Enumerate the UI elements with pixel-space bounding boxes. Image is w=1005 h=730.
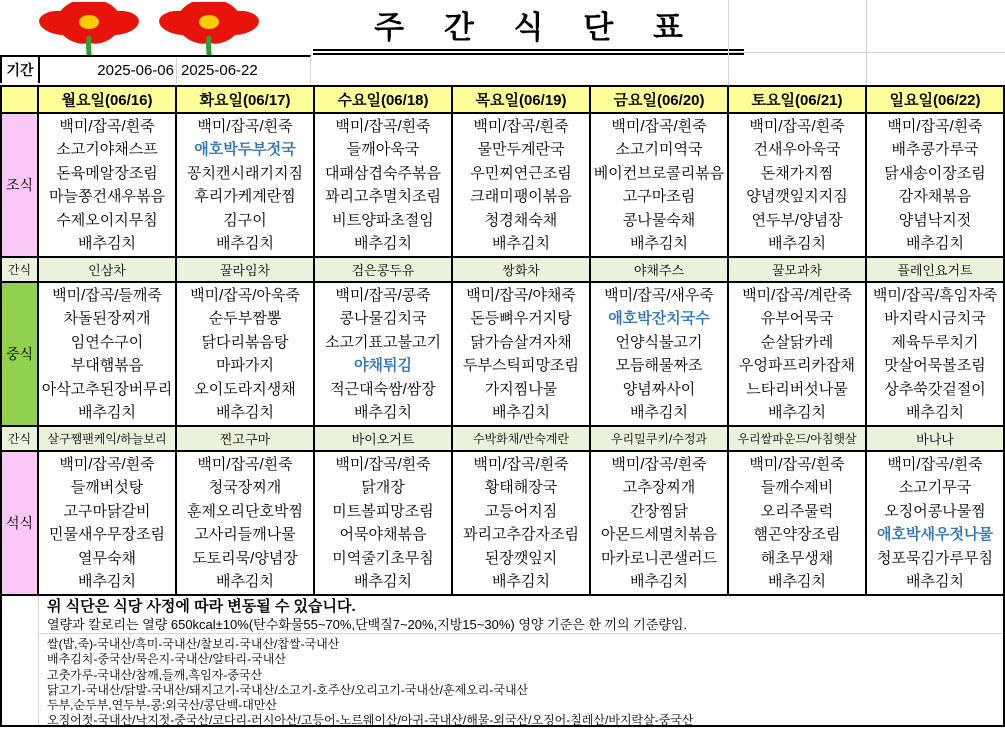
menu-item: 닭다리볶음탕 <box>201 333 289 351</box>
snack-cell: 야채주스 <box>590 257 728 282</box>
menu-item: 비트양파초절임 <box>332 211 434 229</box>
flower-decoration <box>33 2 265 55</box>
menu-item: 백미/잡곡/흰죽 <box>749 117 845 135</box>
snack-cell: 플레인요거트 <box>866 257 1004 282</box>
menu-item: 백미/잡곡/야채죽 <box>466 286 576 304</box>
menu-item: 아삭고추된장버무리 <box>41 380 173 398</box>
menu-item: 마늘쫑건새우볶음 <box>49 188 165 205</box>
meal-row-label-breakfast: 조식 <box>1 113 38 257</box>
menu-cell <box>38 282 176 426</box>
menu-item: 연두부/양념장 <box>751 211 843 229</box>
menu-item: 배추김치 <box>216 235 274 252</box>
menu-item: 백미/잡곡/흰죽 <box>335 117 431 135</box>
day-header-sun: 일요일(06/22) <box>866 86 1004 113</box>
menu-item: 배추김치 <box>906 404 964 421</box>
day-header-wed: 수요일(06/18) <box>314 86 452 113</box>
snack-cell: 꿀모과차 <box>728 257 866 282</box>
menu-cell <box>452 451 590 595</box>
menu-item: 수제오이지무침 <box>56 211 158 229</box>
origin-line: 배추김치-중국산/묵은지-국내산/알타리-국내산 <box>47 652 286 667</box>
menu-item: 마카로니콘샐러드 <box>601 549 717 567</box>
breakfast-row <box>1 113 1004 257</box>
gridline <box>38 596 39 725</box>
menu-item: 배추김치 <box>354 235 412 252</box>
menu-item: 모듬해물짜조 <box>615 357 703 374</box>
menu-item: 훈제오리단호박찜 <box>187 502 303 520</box>
menu-item: 들깨버섯탕 <box>70 479 144 496</box>
menu-item: 소고기표고불고기 <box>325 333 441 351</box>
meal-row-label-dinner: 석식 <box>1 451 38 595</box>
menu-item: 상추쑥갓겉절이 <box>884 380 986 398</box>
menu-item: 배추김치 <box>492 235 550 252</box>
menu-item: 백미/잡곡/흰죽 <box>749 455 845 473</box>
menu-cell <box>866 113 1004 257</box>
menu-item: 백미/잡곡/흑임자죽 <box>872 286 998 304</box>
menu-item: 배추김치 <box>630 235 688 252</box>
menu-item: 백미/잡곡/계란죽 <box>742 286 852 304</box>
menu-item: 고추장찌개 <box>622 479 696 496</box>
snack-cell: 우리쌀파운드/아침햇살 <box>728 426 866 451</box>
origin-line: 고춧가루-국내산/참깨,들깨,흑임자-중국산 <box>47 667 263 682</box>
menu-item: 돈등뼈우거지탕 <box>470 310 572 327</box>
menu-item: 배추김치 <box>906 573 964 590</box>
dinner-row <box>1 451 1004 595</box>
menu-item: 닭새송이장조림 <box>884 164 986 182</box>
menu-item: 백미/잡곡/흰죽 <box>197 455 293 473</box>
menu-item: 소고기무국 <box>898 479 972 496</box>
menu-item: 백미/잡곡/흰죽 <box>335 455 431 473</box>
menu-item: 배추김치 <box>492 404 550 421</box>
menu-item: 백미/잡곡/흰죽 <box>887 117 983 135</box>
day-header-thu: 목요일(06/19) <box>452 86 590 113</box>
menu-item: 백미/잡곡/흰죽 <box>473 117 569 135</box>
menu-item: 마파가지 <box>216 357 274 374</box>
menu-item: 배추김치 <box>630 573 688 590</box>
menu-item: 가지찜나물 <box>484 380 558 398</box>
menu-item: 후리가케계란찜 <box>194 188 296 205</box>
period-start-date: 2025-06-06 <box>40 57 177 83</box>
menu-item: 들깨아욱국 <box>346 141 420 158</box>
menu-item: 대패삼겹숙주볶음 <box>325 164 441 182</box>
menu-cell <box>452 282 590 426</box>
menu-item: 돈육메알장조림 <box>56 164 158 182</box>
lunch-row <box>1 282 1004 426</box>
menu-item: 배추김치 <box>78 235 136 252</box>
menu-item: 청포묵김가루무침 <box>877 549 993 567</box>
flower-icon <box>153 2 265 55</box>
menu-item: 애호박잔치국수 <box>608 310 710 327</box>
menu-item: 아몬드세멸치볶음 <box>601 526 717 543</box>
menu-cell <box>176 113 314 257</box>
snack-row-1 <box>1 257 1004 282</box>
gridline <box>728 52 1005 53</box>
menu-item: 들깨수제비 <box>760 479 834 496</box>
menu-item: 오이도라지생채 <box>194 380 296 398</box>
menu-item: 꽈리고추감자조림 <box>463 526 579 543</box>
menu-item: 소고기미역국 <box>615 141 703 158</box>
menu-item: 차돌된장찌개 <box>63 310 151 327</box>
menu-item: 우엉파프리카잡채 <box>739 357 855 374</box>
page-title: 주 간 식 단 표 <box>313 0 744 55</box>
period-row <box>0 55 311 83</box>
menu-item: 김구이 <box>223 211 267 229</box>
snack-cell: 쌍화차 <box>452 257 590 282</box>
menu-item: 닭개장 <box>361 479 405 496</box>
meal-row-label-lunch: 중식 <box>1 282 38 426</box>
menu-item: 배추김치 <box>768 573 826 590</box>
menu-item: 오징어콩나물찜 <box>884 502 986 520</box>
menu-item: 크래미팽이볶음 <box>470 188 572 205</box>
meal-row-label-snack: 간식 <box>1 257 38 282</box>
day-header-mon: 월요일(06/16) <box>38 86 176 113</box>
menu-item: 백미/잡곡/들깨죽 <box>52 286 162 304</box>
menu-item: 순두부짬뽕 <box>208 310 282 327</box>
origin-line: 두부,순두부,연두부-콩:외국산/콩단백-대만산 <box>47 698 277 713</box>
menu-item: 배추김치 <box>216 573 274 590</box>
menu-item: 배추김치 <box>630 404 688 421</box>
menu-cell <box>590 113 728 257</box>
menu-item: 백미/잡곡/흰죽 <box>59 455 155 473</box>
menu-cell <box>866 282 1004 426</box>
menu-cell <box>866 451 1004 595</box>
menu-item: 배추김치 <box>768 404 826 421</box>
snack-cell: 살구쨈팬케익/하늘보리 <box>38 426 176 451</box>
menu-item: 바지락시금치국 <box>884 310 986 327</box>
menu-item: 어묵야채볶음 <box>339 526 427 543</box>
menu-cell <box>452 113 590 257</box>
snack-cell: 바이오거트 <box>314 426 452 451</box>
menu-item: 황태해장국 <box>484 479 558 496</box>
menu-item: 백미/잡곡/새우죽 <box>604 286 714 304</box>
menu-cell <box>176 451 314 595</box>
gridline <box>728 0 729 85</box>
menu-item: 백미/잡곡/흰죽 <box>611 117 707 135</box>
menu-item: 햄곤약장조림 <box>753 526 841 543</box>
menu-item: 애호박새우젓나물 <box>877 526 993 543</box>
menu-item: 우민찌연근조림 <box>470 164 572 182</box>
menu-item: 간장찜닭 <box>630 502 688 520</box>
menu-item: 배추김치 <box>78 404 136 421</box>
menu-item: 백미/잡곡/아욱죽 <box>190 286 300 304</box>
menu-item: 물만두계란국 <box>477 141 565 158</box>
menu-item: 건새우아욱국 <box>753 141 841 158</box>
snack-cell: 꿀라임차 <box>176 257 314 282</box>
origin-line: 오징어젓-국내산/낙지젓-중국산/코다리-러시아산/고등어-노르웨이산/아귀-국내산/해물-외국산/오징어-칠레산/바지락살-중국산 <box>47 713 694 728</box>
gridline <box>866 0 867 85</box>
snack-row-2 <box>1 426 1004 451</box>
menu-item: 적근대숙쌈/쌈장 <box>330 380 436 398</box>
menu-cell <box>728 282 866 426</box>
menu-item: 애호박두부젓국 <box>194 141 296 158</box>
menu-item: 배추김치 <box>768 235 826 252</box>
origin-info <box>2 633 1003 729</box>
menu-item: 야채튀김 <box>354 357 412 374</box>
menu-item: 미트볼피망조림 <box>332 502 434 520</box>
menu-item: 콩나물김치국 <box>339 310 427 327</box>
menu-item: 유부어묵국 <box>760 310 834 327</box>
menu-item: 제육두루치기 <box>891 333 979 351</box>
menu-item: 백미/잡곡/흰죽 <box>59 117 155 135</box>
menu-item: 소고기야채스프 <box>56 141 158 158</box>
menu-item: 고구마조림 <box>622 188 696 205</box>
snack-cell: 우리밀쿠키/수정과 <box>590 426 728 451</box>
notes-section <box>0 596 1005 727</box>
menu-item: 부대햄볶음 <box>70 357 144 374</box>
menu-item: 청국장찌개 <box>208 479 282 496</box>
menu-cell <box>314 113 452 257</box>
day-header-sat: 토요일(06/21) <box>728 86 866 113</box>
menu-item: 베이컨브로콜리볶음 <box>593 164 725 182</box>
menu-item: 민물새우무장조림 <box>49 526 165 543</box>
notice-line-1: 위 식단은 식당 사정에 따라 변동될 수 있습니다. <box>47 598 356 615</box>
menu-item: 오리주물럭 <box>760 502 834 520</box>
menu-cell <box>590 282 728 426</box>
menu-cell <box>728 113 866 257</box>
flower-icon <box>33 2 145 55</box>
notice-line-2: 열량과 칼로리는 열량 650kcal±10%(탄수화물55~70%,단백질7~20%,지방15~30%) 영양 기준은 한 끼의 기준량임. <box>47 617 688 632</box>
menu-item: 닭가슴살겨자채 <box>470 333 572 351</box>
meal-row-label-snack: 간식 <box>1 426 38 451</box>
menu-item: 배추김치 <box>906 235 964 252</box>
snack-cell: 인삼차 <box>38 257 176 282</box>
menu-item: 돈채가지찜 <box>760 164 834 182</box>
menu-item: 된장깻잎지 <box>484 549 558 567</box>
gridline <box>39 633 1003 634</box>
menu-item: 양념낙지젓 <box>898 211 972 229</box>
menu-item: 두부스틱피망조림 <box>463 357 579 374</box>
menu-item: 꽁치캔시래기지짐 <box>187 164 303 182</box>
menu-item: 콩나물숙채 <box>622 211 696 229</box>
menu-item: 고사리들깨나물 <box>194 526 296 543</box>
menu-cell <box>590 451 728 595</box>
menu-item: 백미/잡곡/흰죽 <box>473 455 569 473</box>
menu-item: 배추김치 <box>354 404 412 421</box>
origin-line: 닭고기-국내산/닭발-국내산/돼지고기-국내산/소고기-호주산/오리고기-국내산/훈제오리-국내산 <box>47 682 529 697</box>
menu-item: 양념짜사이 <box>622 380 696 398</box>
menu-item: 배추콩가루국 <box>891 141 979 158</box>
day-header-fri: 금요일(06/20) <box>590 86 728 113</box>
menu-item: 감자채볶음 <box>898 188 972 205</box>
menu-cell <box>728 451 866 595</box>
menu-item: 고구마닭갈비 <box>63 502 151 520</box>
menu-item: 백미/잡곡/흰죽 <box>611 455 707 473</box>
menu-item: 배추김치 <box>216 404 274 421</box>
menu-item: 배추김치 <box>354 573 412 590</box>
menu-cell <box>38 451 176 595</box>
menu-item: 언양식불고기 <box>615 333 703 351</box>
menu-item: 미역줄기초무침 <box>332 549 434 567</box>
menu-item: 꽈리고추멸치조림 <box>325 188 441 205</box>
menu-item: 청경채숙채 <box>484 211 558 229</box>
snack-cell: 수박화채/반숙계란 <box>452 426 590 451</box>
menu-item: 순살닭카레 <box>760 333 834 351</box>
snack-cell: 검은콩두유 <box>314 257 452 282</box>
menu-item: 열무숙채 <box>78 549 136 567</box>
menu-item: 양념깻잎지지짐 <box>746 188 848 205</box>
menu-item: 해초무생채 <box>760 549 834 567</box>
period-label: 기간 <box>2 57 40 83</box>
menu-table <box>0 85 1005 596</box>
menu-item: 배추김치 <box>78 573 136 590</box>
menu-cell <box>38 113 176 257</box>
origin-line: 쌀(밥,죽)-국내산/흑미-국내산/찰보리-국내산/찹쌀-국내산 <box>47 637 340 651</box>
menu-cell <box>314 451 452 595</box>
menu-item: 고등어지짐 <box>484 502 558 520</box>
menu-item: 느타리버섯나물 <box>746 380 848 398</box>
menu-item: 백미/잡곡/콩죽 <box>335 286 431 304</box>
menu-item: 도토리묵/양념장 <box>192 549 298 567</box>
menu-item: 맛살어묵볼조림 <box>884 357 986 374</box>
snack-cell: 찐고구마 <box>176 426 314 451</box>
menu-item: 배추김치 <box>492 573 550 590</box>
snack-cell: 바나나 <box>866 426 1004 451</box>
menu-cell <box>314 282 452 426</box>
menu-item: 임연수구이 <box>70 333 144 351</box>
day-header-tue: 화요일(06/17) <box>176 86 314 113</box>
menu-item: 백미/잡곡/흰죽 <box>887 455 983 473</box>
menu-cell <box>176 282 314 426</box>
corner-cell <box>1 86 38 113</box>
day-header-row <box>1 86 1004 113</box>
menu-item: 백미/잡곡/흰죽 <box>197 117 293 135</box>
period-end-date: 2025-06-22 <box>181 61 258 79</box>
